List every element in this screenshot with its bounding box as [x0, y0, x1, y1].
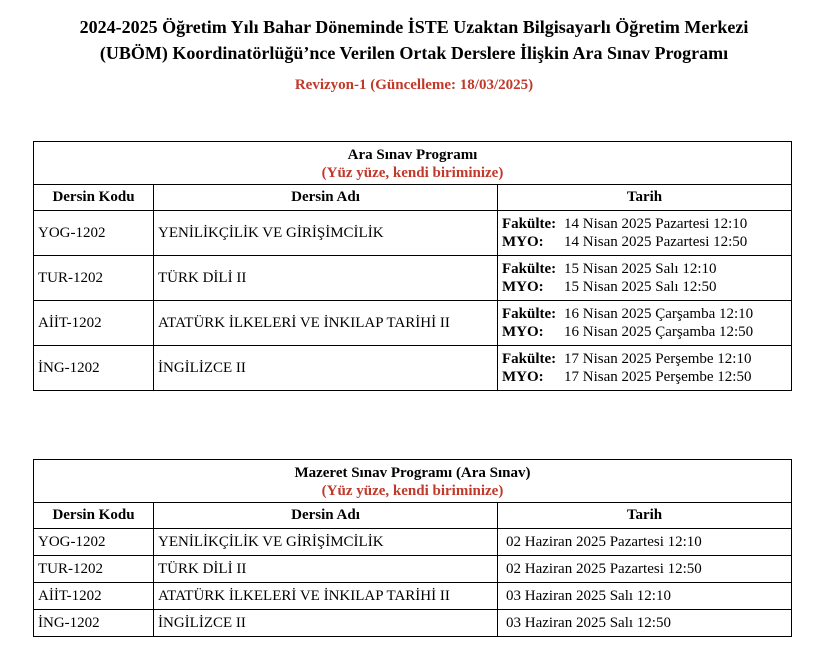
course-name: İNGİLİZCE II — [154, 610, 498, 637]
table-title: Mazeret Sınav Programı (Ara Sınav) — [294, 465, 531, 481]
table-title: Ara Sınav Programı — [347, 147, 478, 163]
unit-label: MYO: — [502, 279, 544, 295]
title-line-2: (UBÖM) Koordinatörlüğü’nce Verilen Ortak Derslere İlişkin Ara Sınav Programı — [99, 43, 729, 63]
exam-date-line — [502, 278, 787, 296]
course-name: İNGİLİZCE II — [154, 346, 498, 391]
course-code: AİİT-1202 — [34, 301, 154, 346]
exam-date: 16 Nisan 2025 Çarşamba 12:50 — [564, 324, 754, 340]
makeup-schedule-table — [33, 459, 792, 637]
table-row — [34, 529, 792, 556]
table-row — [34, 256, 792, 301]
exam-date-line — [502, 260, 787, 278]
table-row — [34, 583, 792, 610]
table-row — [34, 211, 792, 256]
course-name: ATATÜRK İLKELERİ VE İNKILAP TARİHİ II — [154, 583, 498, 610]
course-code: AİİT-1202 — [34, 583, 154, 610]
exam-date: 17 Nisan 2025 Perşembe 12:50 — [564, 369, 752, 385]
table-caption — [34, 142, 792, 185]
unit-label: Fakülte: — [502, 351, 557, 367]
midterm-schedule-table — [33, 141, 792, 391]
table-caption — [34, 460, 792, 503]
exam-date: 16 Nisan 2025 Çarşamba 12:10 — [564, 306, 754, 322]
unit-label: Fakülte: — [502, 306, 557, 322]
table-row — [34, 556, 792, 583]
course-code: YOG-1202 — [34, 211, 154, 256]
exam-date-cell — [498, 301, 792, 346]
unit-label: Fakülte: — [502, 261, 557, 277]
table-caption-row — [34, 142, 792, 185]
exam-date-line — [502, 233, 787, 251]
course-name: YENİLİKÇİLİK VE GİRİŞİMCİLİK — [154, 211, 498, 256]
column-header-date: Tarih — [498, 185, 792, 211]
table-subtitle: (Yüz yüze, kendi biriminize) — [321, 483, 504, 499]
exam-date: 02 Haziran 2025 Pazartesi 12:50 — [498, 556, 792, 583]
course-name: ATATÜRK İLKELERİ VE İNKILAP TARİHİ II — [154, 301, 498, 346]
table-subtitle: (Yüz yüze, kendi biriminize) — [321, 165, 504, 181]
exam-date: 17 Nisan 2025 Perşembe 12:10 — [564, 351, 752, 367]
exam-date: 15 Nisan 2025 Salı 12:10 — [564, 261, 717, 277]
table-row — [34, 346, 792, 391]
column-header-code: Dersin Kodu — [34, 503, 154, 529]
course-name: YENİLİKÇİLİK VE GİRİŞİMCİLİK — [154, 529, 498, 556]
exam-date-cell — [498, 211, 792, 256]
column-header-date: Tarih — [498, 503, 792, 529]
exam-date-line — [502, 215, 787, 233]
unit-label: MYO: — [502, 324, 544, 340]
exam-date-line — [502, 305, 787, 323]
course-code: YOG-1202 — [34, 529, 154, 556]
header-row — [34, 503, 792, 529]
exam-date-line — [502, 350, 787, 368]
exam-date-line — [502, 323, 787, 341]
exam-date: 03 Haziran 2025 Salı 12:50 — [498, 610, 792, 637]
course-name: TÜRK DİLİ II — [154, 256, 498, 301]
revision-note: Revizyon-1 (Güncelleme: 18/03/2025) — [294, 77, 534, 93]
exam-date: 14 Nisan 2025 Pazartesi 12:50 — [564, 234, 748, 250]
table-row — [34, 610, 792, 637]
unit-label: Fakülte: — [502, 216, 557, 232]
document-title — [0, 14, 828, 66]
exam-date: 15 Nisan 2025 Salı 12:50 — [564, 279, 717, 295]
unit-label: MYO: — [502, 234, 544, 250]
exam-date-line — [502, 368, 787, 386]
exam-date: 02 Haziran 2025 Pazartesi 12:10 — [498, 529, 792, 556]
table-caption-row — [34, 460, 792, 503]
course-name: TÜRK DİLİ II — [154, 556, 498, 583]
course-code: İNG-1202 — [34, 346, 154, 391]
column-header-name: Dersin Adı — [154, 185, 498, 211]
title-line-1: 2024-2025 Öğretim Yılı Bahar Döneminde İSTE Uzaktan Bilgisayarlı Öğretim Merkezi — [79, 17, 749, 37]
exam-date-cell — [498, 256, 792, 301]
course-code: İNG-1202 — [34, 610, 154, 637]
column-header-code: Dersin Kodu — [34, 185, 154, 211]
exam-date-cell — [498, 346, 792, 391]
table-row — [34, 301, 792, 346]
column-header-name: Dersin Adı — [154, 503, 498, 529]
course-code: TUR-1202 — [34, 556, 154, 583]
header-row — [34, 185, 792, 211]
course-code: TUR-1202 — [34, 256, 154, 301]
exam-date: 14 Nisan 2025 Pazartesi 12:10 — [564, 216, 748, 232]
exam-date: 03 Haziran 2025 Salı 12:10 — [498, 583, 792, 610]
unit-label: MYO: — [502, 369, 544, 385]
